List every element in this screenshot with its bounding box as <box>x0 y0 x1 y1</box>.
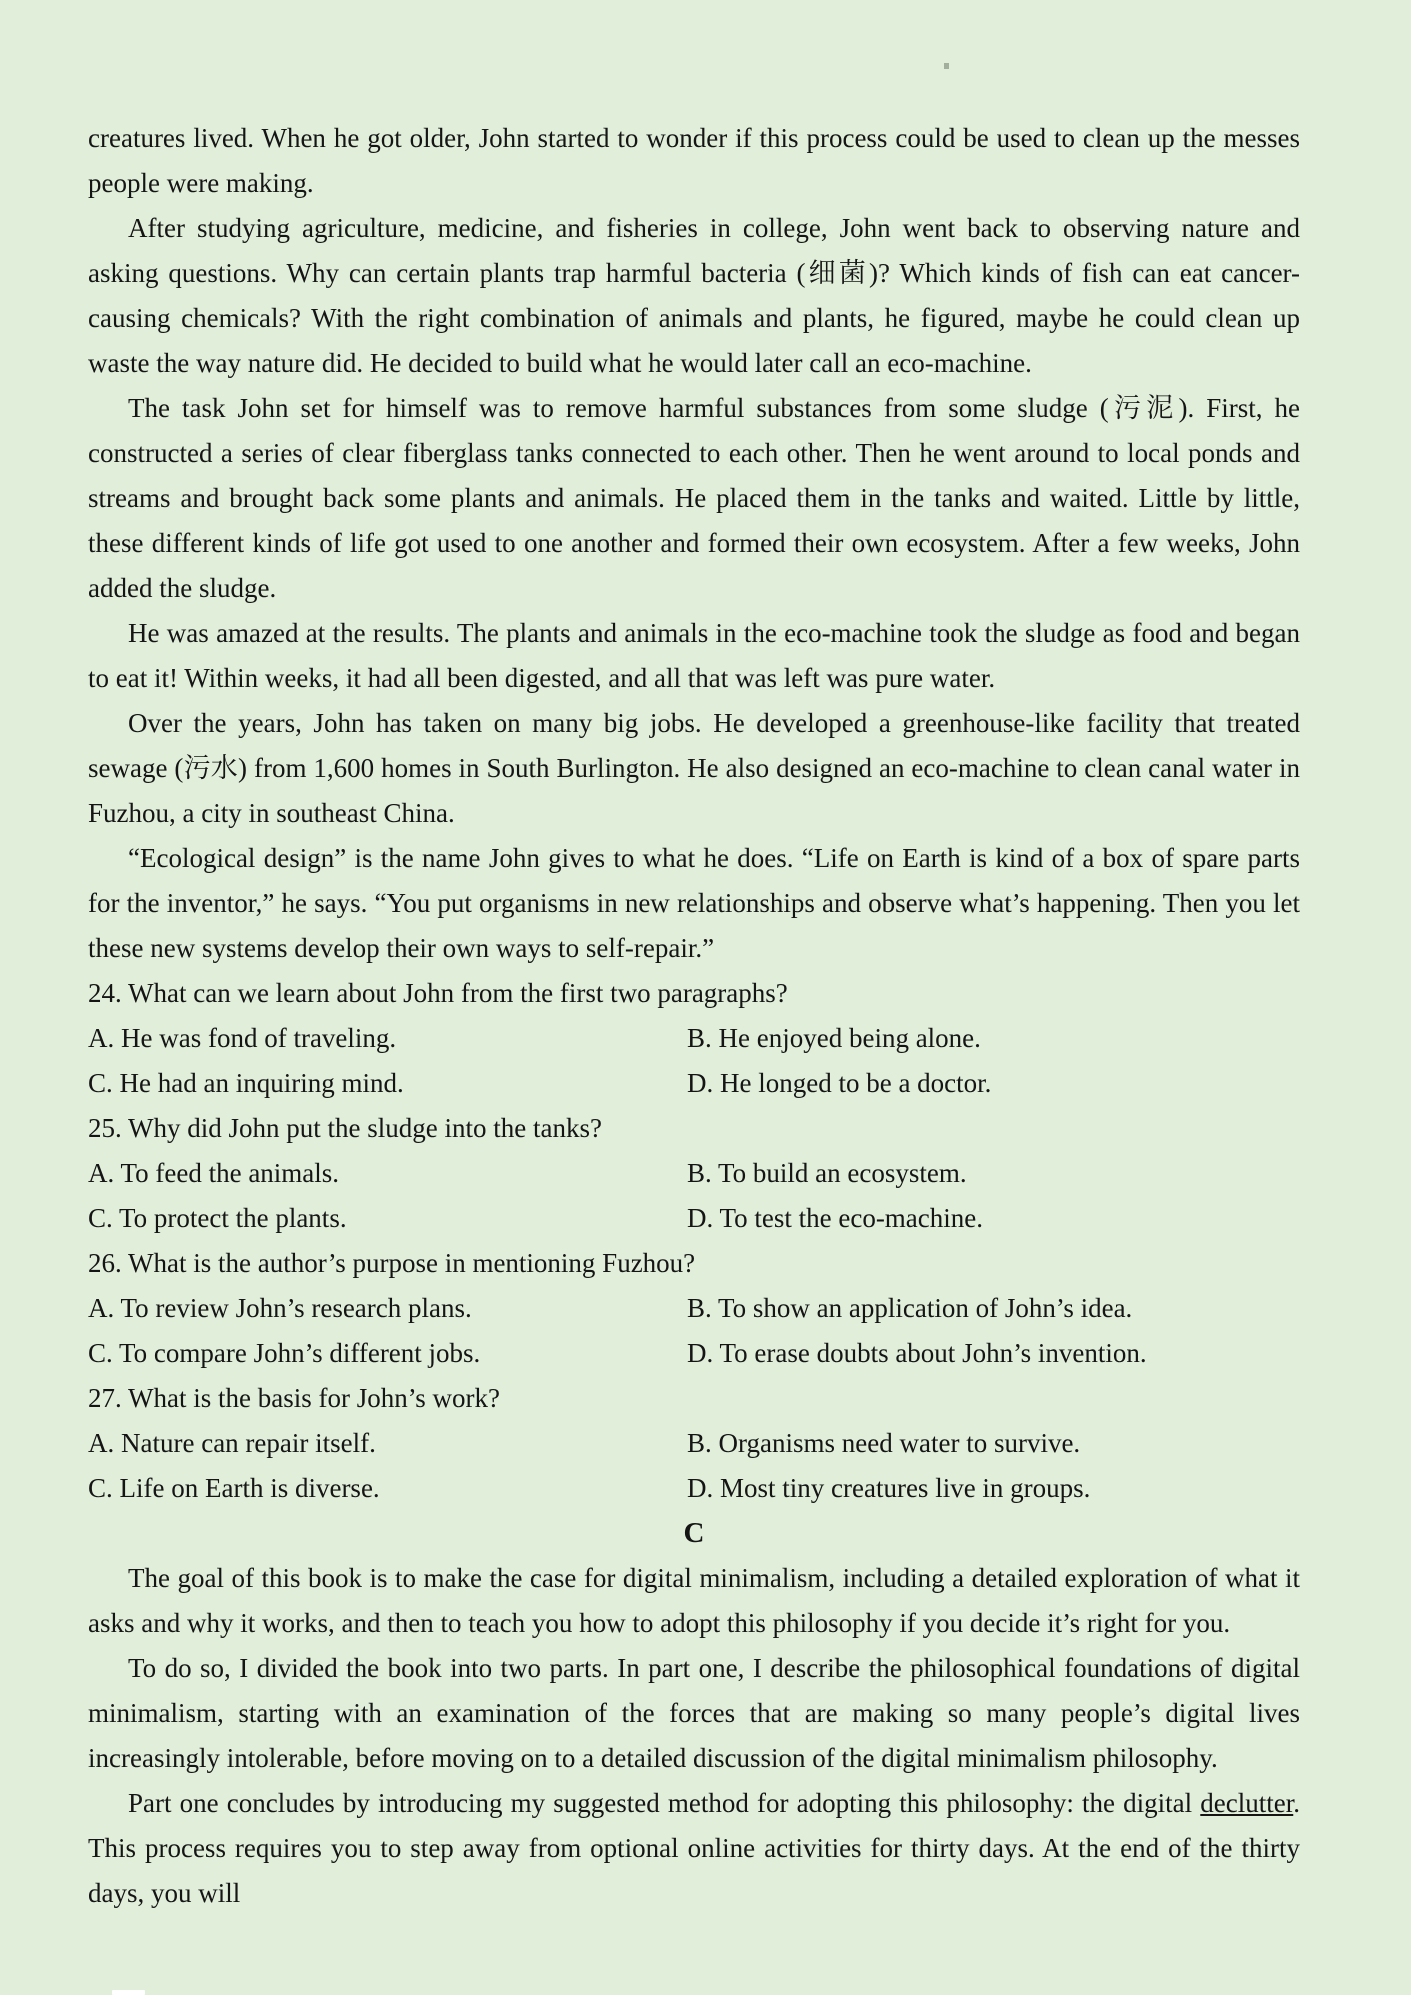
stray-dot-mark <box>944 63 949 69</box>
exam-content <box>88 116 1300 1916</box>
answer-option: B. Organisms need water to survive. <box>687 1428 1081 1458</box>
paragraph-text: After studying agriculture, medicine, and fisheries in college, John went back to observing nature and asking questions. Why can certain plants trap harmful bacteria (细菌)? Which kinds of fish can eat cancer-causing chemicals? With the right combination of animals and plants, he figured, maybe he could clean up waste the way nature did. He decided to build what he would later call an eco-machine. <box>88 213 1300 378</box>
answer-option: A. Nature can repair itself. <box>88 1428 376 1458</box>
answer-option: C. He had an inquiring mind. <box>88 1068 404 1098</box>
passage-paragraph <box>88 611 1300 701</box>
passage-c <box>88 1556 1300 1916</box>
answer-options <box>88 1421 1300 1511</box>
answer-option: B. To show an application of John’s idea. <box>687 1293 1133 1323</box>
passage-b <box>88 116 1300 971</box>
answer-option: A. He was fond of traveling. <box>88 1023 397 1053</box>
answer-options <box>88 1286 1300 1376</box>
answer-option: D. He longed to be a doctor. <box>687 1068 992 1098</box>
question-block <box>88 1376 1300 1511</box>
answer-option: C. Life on Earth is diverse. <box>88 1473 380 1503</box>
question-prompt: 25. Why did John put the sludge into the tanks? <box>88 1113 602 1143</box>
answer-option: B. He enjoyed being alone. <box>687 1023 981 1053</box>
paragraph-text: . This process requires you to step away from optional online activities for thirty days. At the end of the thirty days, you will <box>88 1788 1300 1908</box>
question-prompt: 27. What is the basis for John’s work? <box>88 1383 500 1413</box>
passage-paragraph <box>88 1781 1300 1916</box>
paragraph-text: creatures lived. When he got older, John started to wonder if this process could be used to clean up the messes people were making. <box>88 123 1300 198</box>
paragraph-text: To do so, I divided the book into two parts. In part one, I describe the philosophical foundations of digital minimalism, starting with an examination of the forces that are making so many people’s digital lives increasingly intolerable, before moving on to a detailed discussion of the digital minimalism philosophy. <box>88 1653 1300 1773</box>
bottom-watermark-fragment <box>112 1990 145 1995</box>
passage-paragraph <box>88 386 1300 611</box>
question-block <box>88 971 1300 1106</box>
section-c-heading: C <box>683 1517 705 1549</box>
paragraph-text: Part one concludes by introducing my suggested method for adopting this philosophy: the digital <box>128 1788 1201 1818</box>
answer-options <box>88 1016 1300 1106</box>
answer-option: A. To review John’s research plans. <box>88 1293 472 1323</box>
question-prompt: 24. What can we learn about John from the first two paragraphs? <box>88 978 788 1008</box>
answer-option: B. To build an ecosystem. <box>687 1158 967 1188</box>
answer-option: C. To compare John’s different jobs. <box>88 1338 481 1368</box>
answer-options <box>88 1151 1300 1241</box>
paragraph-text: The goal of this book is to make the case for digital minimalism, including a detailed exploration of what it asks and why it works, and then to teach you how to adopt this philosophy if you decide it’s right for you. <box>88 1563 1300 1638</box>
paragraph-text: “Ecological design” is the name John gives to what he does. “Life on Earth is kind of a box of spare parts for the inventor,” he says. “You put organisms in new relationships and observe what’s happening. Then you let these new systems develop their own ways to self-repair.” <box>88 843 1300 963</box>
paragraph-text: He was amazed at the results. The plants and animals in the eco-machine took the sludge as food and began to eat it! Within weeks, it had all been digested, and all that was left was pure water. <box>88 618 1300 693</box>
question-block <box>88 1106 1300 1241</box>
answer-option: A. To feed the animals. <box>88 1158 340 1188</box>
passage-paragraph <box>88 116 1300 206</box>
answer-option: D. To erase doubts about John’s invention. <box>687 1338 1147 1368</box>
answer-option: D. Most tiny creatures live in groups. <box>687 1473 1091 1503</box>
answer-option: D. To test the eco-machine. <box>687 1203 984 1233</box>
passage-paragraph <box>88 1556 1300 1646</box>
answer-option: C. To protect the plants. <box>88 1203 347 1233</box>
questions-section <box>88 971 1300 1511</box>
passage-paragraph <box>88 1646 1300 1781</box>
passage-paragraph <box>88 836 1300 971</box>
passage-paragraph <box>88 206 1300 386</box>
paragraph-text: Over the years, John has taken on many big jobs. He developed a greenhouse-like facility that treated sewage (污水) from 1,600 homes in South Burlington. He also designed an eco-machine to clean canal water in Fuzhou, a city in southeast China. <box>88 708 1300 828</box>
question-block <box>88 1241 1300 1376</box>
passage-paragraph <box>88 701 1300 836</box>
paragraph-text: The task John set for himself was to remove harmful substances from some sludge (污泥). First, he constructed a series of clear fiberglass tanks connected to each other. Then he went around to local ponds and streams and brought back some plants and animals. He placed them in the tanks and waited. Little by little, these different kinds of life got used to one another and formed their own ecosystem. After a few weeks, John added the sludge. <box>88 393 1300 603</box>
underlined-term: declutter <box>1200 1788 1294 1818</box>
question-prompt: 26. What is the author’s purpose in mentioning Fuzhou? <box>88 1248 696 1278</box>
